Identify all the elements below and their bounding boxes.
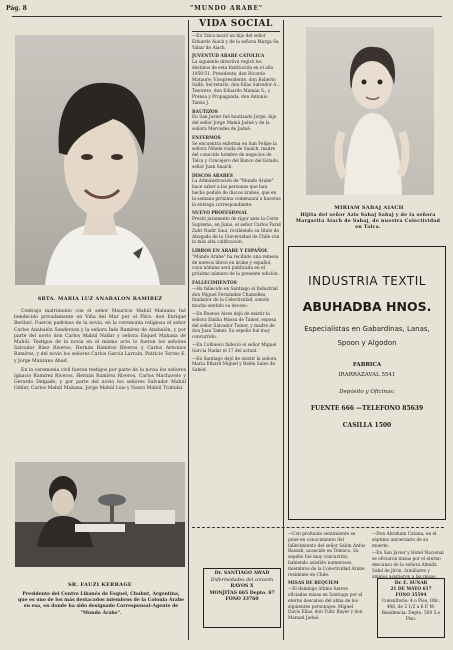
vida-social-intro: —En Talca nació un hijo del señor Eduardo Aiach y de la señora Marga Sa Yabar de Aiach. (192, 34, 279, 51)
ad-sunar-residence: Residencia: Depto. 500 5.o Piso. (381, 611, 441, 622)
article-kerbage (18, 592, 184, 637)
ad-awad-name: Dr. SANTIAGO AWAD (214, 571, 270, 576)
page-number: Pág. 8 (6, 5, 27, 12)
caption-miriam-sub: Hijita del señor Azis Sabaj Sabaj y de la señora Margarita Aiach de Sabaj, de nuestra Colectividad en Talca. (295, 213, 441, 230)
ad-sunar-name: Dr. E. SUNAR (394, 581, 428, 586)
section-head-fallecimientos: FALLECIMIENTOS (192, 281, 237, 287)
section-text-juventud: La siguiente directiva regirá los destinos de esta Institución en el año 1950-51. Presidente, don Ricardo Mataure; Vicepresidente, don Roberto Sallá; Secretario, don Elías Salvador A.; Tesorero, don Eduardo Mamán S., y Prensa y Propaganda, don Antonio Tanús J. (192, 60, 280, 106)
article-wedding (14, 309, 186, 467)
ad-abuhadba-company: ABUHADBA HNOS. (302, 299, 432, 314)
header-rule (12, 16, 442, 17)
misas-text: —El domingo último fueron oficiadas misas en Santiago por el eterno descanso del alma de los siguientes personajes: Miguel Davis Elías, don Tufic Bayer y don Manuel Jadué. (288, 587, 363, 622)
obituary-right (372, 532, 446, 580)
ad-sunar (377, 578, 445, 638)
article-wedding-paragraph-2: En la ceremonia civil fueron testigos por parte de la novia los señores Ignacio Ramírez Riveros, Hernán Ramírez Riveros, Carlos Machavelo y Gerardo Delgado, y por parte del novio los señores Salvador Mahúl Odilar, Carlos Mahúl Mahana, Jorge Mahúl Luis y Nasro Mahúl Trabulsi. (14, 367, 186, 392)
obituary-middle (288, 532, 366, 642)
obituary-right-text-1: —Don Abraham Catana, en el séptimo aniversario de su muerte. (372, 532, 437, 549)
ad-abuhadba-box: CASILLA 1500 (342, 422, 392, 429)
ad-awad-phone: FONO 33760 (225, 597, 259, 602)
section-head-enfermos: ENFERMOS (192, 135, 221, 141)
caption-ramirez: SRTA. MARIA LUZ ANABALON RAMIREZ (37, 296, 163, 302)
column-rule-left (188, 20, 189, 640)
ad-awad-address: MONJITAS 665 Depto. 67 (209, 590, 275, 596)
section-head-bautizos: BAUTIZOS (192, 109, 218, 115)
obituary-middle-text: —Con profundo sentimiento se pone en conocimiento del fallecimiento del señor Salim Anfus Bassah, acaecido en Temuco. Su sepelio fué muy concurrido, habiendo asistido numerosos miembros de la Colectividad Árabe residente en Chile. (288, 532, 366, 578)
ad-abuhadba-factory-address: IRARRAZAVAL 5541 (338, 372, 396, 378)
section-text-libros: "Mundo Árabe" ha recibido una remesa de nuevos libros en árabe y español, cuya nómina será publicada en el próximo número de la presente edición. (192, 254, 280, 278)
ad-abuhadba-phone: FUENTE 666 —TELEFONO 85639 (310, 405, 424, 412)
portrait-illustration-ramirez (15, 35, 185, 285)
ad-sunar-address: 21 DE MAYO 617 (390, 587, 432, 592)
ad-abuhadba-offices-label: Depósito y Oficinas: (339, 389, 395, 395)
article-kerbage-text: Presidente del Centro Libanés de Esquel, Chubut, Argentina, que es uno de los más destacados miembros de la Colonia Árabe en esa, en donde ha sido designado Corresponsal-Agente de "Mundo Árabe". (18, 592, 184, 616)
desk-illustration-kerbage (15, 462, 185, 567)
ad-abuhadba-specialty-1: Especialistas en Gabardinas, Lanas, (304, 325, 430, 333)
photo-miriam (306, 27, 434, 195)
section-text-fallecimientos-4: —En Santiago dejó de existir la señora María Ethard Miguel y Belén Sales de Sahéd. (192, 356, 277, 374)
ad-awad-xray: RAYOS X (230, 584, 254, 589)
section-head-juventud: JUVENTUD ARABE CATOLICA (192, 54, 265, 60)
ad-abuhadba-specialty-2: Spoon y Algodon (337, 339, 397, 347)
ad-santiago-awad (203, 568, 281, 628)
article-wedding-paragraph-1: Contrajo matrimonio con el señor Mauricio Mahúl Maluana fué bendecido privadamente en Viña del Mar por el Pbro. don Enrique Berilarí. Fueron padrinos de la novia, en la ceremonia religiosa el señor Carlos Anabalón Sanderson y la señora Inés Ramírez de Anabalón, y por parte del novio don Carlos Mahúl Nallar y señora Esquel Mahana de Mahúl. Testigos de la novia en el mismo acto lo fueron los señores Salvador Báez Riveros, Hernán Ramírez Riveros y Carlos Arévalos Ramírez, y del novio los señores Carlos García Larrain, Patricio Torres E. y Jorge Manzano Abad. (14, 309, 186, 364)
ad-sunar-office: Consultorio: 4.o Piso, Ofic. 406, de 2 1/2 a 6 P. M. (381, 599, 441, 610)
obituary-right-text-2: —En San Javier y Hotel Nacional se oficiaron misas por el eterno descanso de la señora Almida Sahd de Jirón, familiares y amigos asistieron a las misas. (372, 551, 444, 580)
photo-kerbage (15, 462, 185, 567)
section-head-profesional: NUEVO PROFESIONAL (192, 211, 248, 217)
ad-abuhadba-title: INDUSTRIA TEXTIL (308, 274, 426, 288)
section-text-bautizos: En San Javier fué bautizado Jorge, hijo del señor Jorge Mamá Jadué y de la señora Mercedes de Jadué. (192, 115, 277, 132)
column-rule-right (283, 20, 284, 640)
section-text-fallecimientos-1: —Ha fallecido en Santiago el Industrial don Miguel Fernández Chamelles, fundador de la Colectividad, siendo mucho sentido su deceso. (192, 286, 278, 310)
section-text-fallecimientos-3: —En Coihueco falleció el señor Miguel García Nadar el 17 del actual. (192, 343, 277, 354)
misas-head: MISAS DE REQUIEM (288, 581, 339, 587)
ad-sunar-phone: FONO 35594 (395, 593, 427, 598)
vida-social-rule (192, 31, 280, 32)
divider-bottom (192, 527, 444, 528)
section-head-discos: DISCOS ARABES (192, 173, 233, 179)
section-head-libros: LIBROS EN ÁRABE Y ESPAÑOL (192, 249, 268, 255)
section-text-fallecimientos-2: —En Buenos Aires dejó de existir la señora Emilia Massa de Tamer, esposa del señor Salvador Tamer, y madre de don Juan Tamer. Su sepelio fué muy concurrido. (192, 312, 277, 341)
section-text-discos: La Administración de "Mundo Árabe" hace saber a las personas que han hecho pedido de discos árabes, que en la semana próxima comenzará a hacerse la entrega correspondiente. (192, 179, 281, 208)
ad-awad-specialty: Enfermedades del corazón (210, 577, 274, 583)
caption-kerbage: SR. FAUZI KERBAGE (67, 582, 133, 588)
child-illustration-miriam (306, 27, 434, 195)
portrait-photo-ramirez (15, 35, 185, 285)
ad-abuhadba-factory-label: FABRICA (352, 362, 382, 368)
caption-miriam: MIRIAM SABAJ AIACH (334, 205, 404, 211)
vida-social-title: VIDA SOCIAL (199, 19, 273, 29)
masthead: "MUNDO ARABE" (189, 5, 264, 12)
vida-social-column (192, 34, 281, 542)
section-text-enfermos: Se encuentra enferma en San Felipe la señora Nihele viuda de Saaích, madre del conocido hombre de negocios de Talca y Concejero del Banco del Estado, señor Juan Saaích. (192, 141, 280, 170)
section-text-profesional: Prestó juramento de rigor ante la Corte Suprema, en Junio, el señor Carlos Farid Zahr Nadir Saui, recibiendo su título de Abogado de la Universidad de Chile con la más alta calificación. (192, 217, 281, 246)
